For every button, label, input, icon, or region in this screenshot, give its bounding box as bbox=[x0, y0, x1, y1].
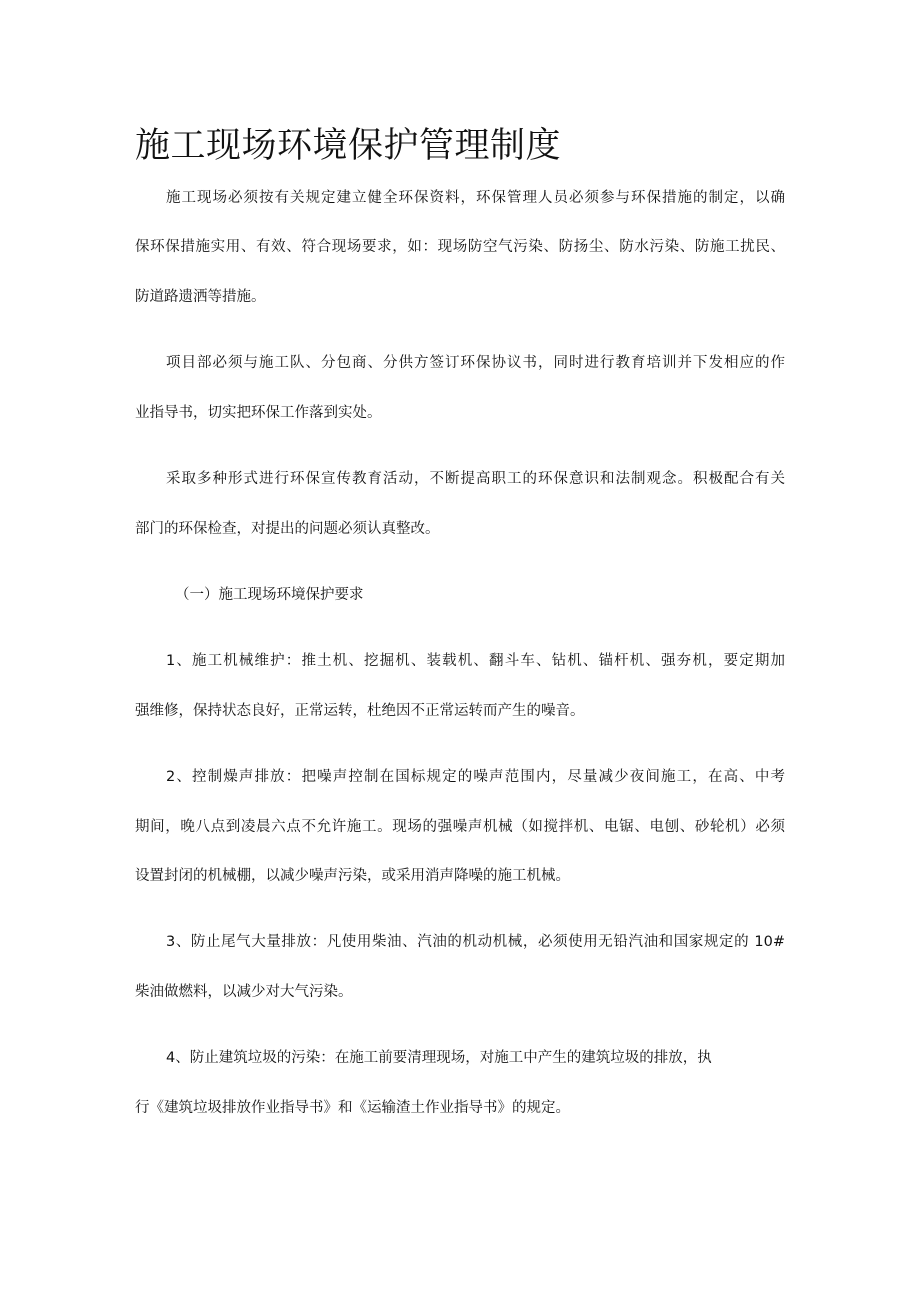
text-line: 2、控制燥声排放：把噪声控制在国标规定的噪声范围内，尽量减少夜间施工，在高、中考 bbox=[166, 769, 785, 785]
text-line: 1、施工机械维护：推土机、挖掘机、装载机、翻斗车、钻机、锚杆机、强夯机，要定期加 bbox=[166, 653, 785, 669]
text-line: 部门的环保检查，对提出的问题必须认真整改。 bbox=[135, 521, 440, 537]
text-line: 期间，晚八点到凌晨六点不允许施工。现场的强噪声机械（如搅拌机、电锯、电刨、砂轮机）必须 bbox=[135, 819, 785, 835]
text-line: 防道路遗洒等措施。 bbox=[135, 289, 266, 305]
section-heading: （一）施工现场环境保护要求 bbox=[175, 587, 364, 603]
text-line: 项目部必须与施工队、分包商、分供方签订环保协议书，同时进行教育培训并下发相应的作 bbox=[166, 355, 785, 371]
text-line: 业指导书，切实把环保工作落到实处。 bbox=[135, 405, 382, 421]
text-line: 柴油做燃料，以减少对大气污染。 bbox=[135, 984, 353, 1000]
text-line: 4、防止建筑垃圾的污染：在施工前要清理现场，对施工中产生的建筑垃圾的排放，执 bbox=[166, 1050, 712, 1066]
text-line: 3、防止尾气大量排放：凡使用柴油、汽油的机动机械，必须使用无铅汽油和国家规定的 10# bbox=[166, 934, 785, 950]
text-line: 强维修，保持状态良好，正常运转，杜绝因不正常运转而产生的噪音。 bbox=[135, 703, 585, 719]
page-title: 施工现场环境保护管理制度 bbox=[135, 126, 562, 166]
text-line: 设置封闭的机械棚，以减少噪声污染，或采用消声降噪的施工机械。 bbox=[135, 868, 570, 884]
text-line: 保环保措施实用、有效、符合现场要求，如：现场防空气污染、防扬尘、防水污染、防施工扰民、 bbox=[135, 239, 785, 255]
text-line: 采取多种形式进行环保宣传教育活动，不断提高职工的环保意识和法制观念。积极配合有关 bbox=[166, 471, 785, 487]
text-line: 行《建筑垃圾排放作业指导书》和《运输渣土作业指导书》的规定。 bbox=[135, 1100, 570, 1116]
text-line: 施工现场必须按有关规定建立健全环保资料，环保管理人员必须参与环保措施的制定，以确 bbox=[166, 190, 785, 206]
